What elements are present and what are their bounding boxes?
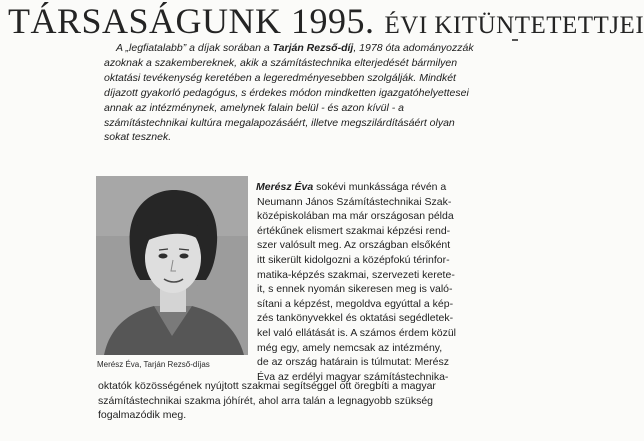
article-line: középiskolában ma már országosan példa — [257, 210, 454, 223]
article-line: de az ország határain is túlmutat: Merész — [257, 356, 450, 369]
article-line: Neumann János Számítástechnikai Szak- — [257, 195, 452, 208]
page-title — [8, 0, 644, 41]
article-line: értékűnek elismert szakmai képzési rend- — [257, 224, 451, 237]
title-part-awardees: ÉVI KITÜNTETETTJEI — [384, 12, 644, 39]
article-line: it, s ennek nyomán sikeresen meg is való- — [257, 283, 453, 296]
article-line: még egy, amely nemcsak az intézmény, — [257, 341, 443, 354]
article-line: Éva az erdélyi magyar számítástechnika- — [257, 370, 449, 383]
article-continuation — [96, 379, 496, 423]
intro-text-pre: A „legfiatalabb” a díjak sorában a — [116, 42, 273, 54]
article-line: kel való ellátását is. A számos érdem közül — [257, 326, 457, 339]
intro-award-name: Tarján Rezső-díj — [272, 42, 354, 54]
article-line: fogalmazódik meg. — [98, 409, 187, 422]
article-line: szer valósult meg. Az országban elsőként — [257, 239, 451, 252]
article-column — [246, 180, 490, 384]
article-line: oktatók közösségének nyújtott szakmai segítséggel ott öregbíti a magyar — [98, 380, 436, 392]
title-part-year: TÁRSASÁGUNK 1995. — [8, 1, 375, 41]
article-line — [246, 180, 490, 195]
article-line-text: sokévi munkássága révén a — [313, 181, 447, 193]
intro-paragraph — [104, 41, 476, 145]
photo-caption: Merész Éva, Tarján Rezső-díjas — [97, 360, 210, 369]
portrait-photo — [96, 176, 248, 355]
intro-text-post: , 1978 óta adományozzák azoknak a szakembereknek, akik a számítástechnika elterjedését bármilyen oktatási tevékenység keretében a legeredményesebben szolgálják. Mindkét díjazott gyakorló pedagógus, s érdekes módon mindketten igazgatóhelyettesei annak az intézménynek, amelynek falain belül - és azon kívül - a számítástechnikai kultúra megalapozásáért, illetve megszilárdításáért olyan sokat tesznek. — [104, 42, 474, 144]
article-line: itt sikerült kidolgozni a középfokú térinfor- — [257, 253, 450, 266]
article-line: zés tankönyvekkel és oktatási segédletek- — [257, 312, 454, 325]
article-line: sítani a képzést, megoldva egyúttal a kép- — [257, 297, 454, 310]
decorative-dash — [512, 39, 518, 41]
article-line: számítástechnikai szakma jóhírét, ahol arra talán a legnagyobb szükség — [98, 394, 434, 407]
article-person-name: Merész Éva — [256, 181, 314, 193]
article-line: matika-képzés szakmai, szervezeti kerete- — [257, 268, 455, 281]
